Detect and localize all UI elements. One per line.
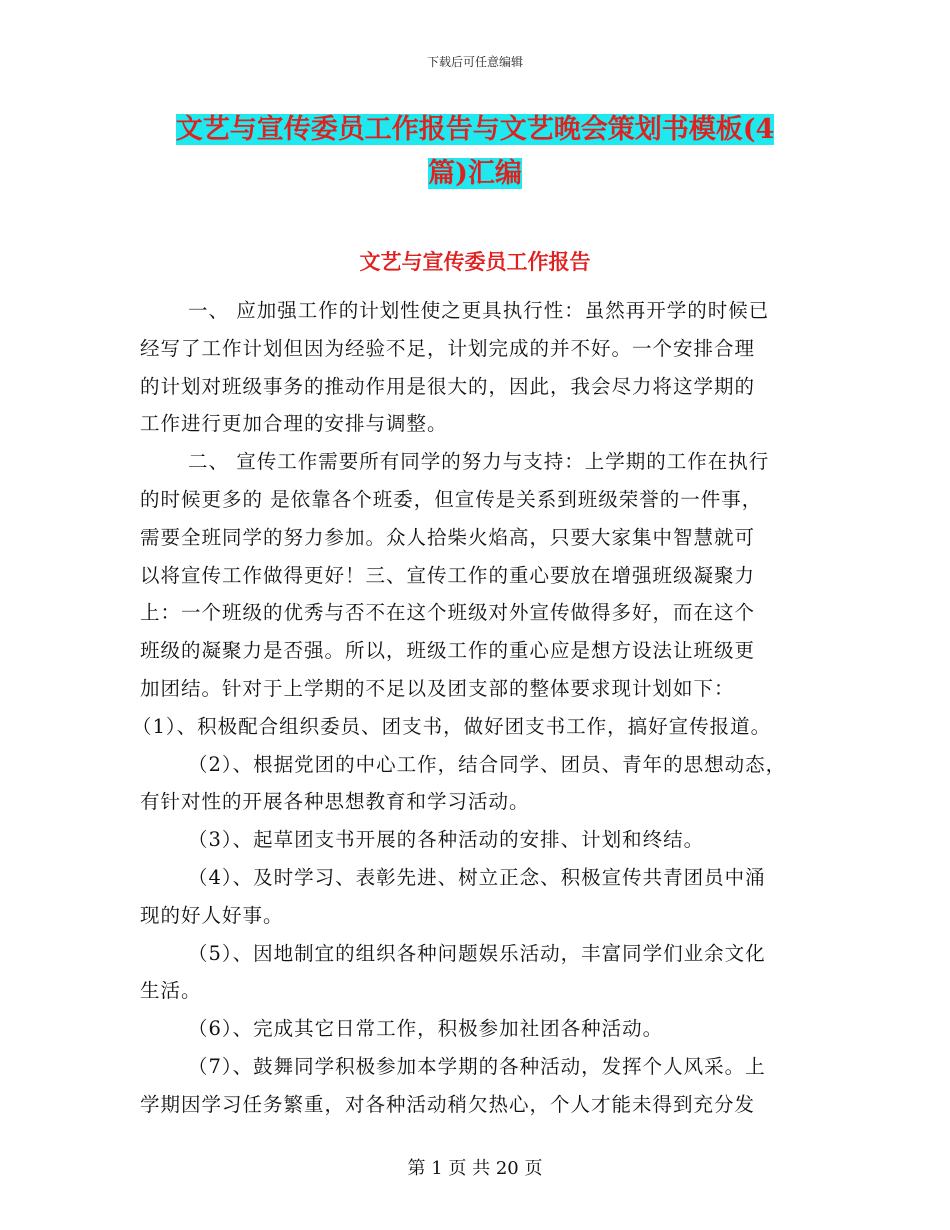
body-text: [132, 292, 830, 1124]
body-line: （5）、因地制宜的组织各种问题娱乐活动，丰富同学们业余文化: [188, 941, 766, 965]
body-line: （7）、鼓舞同学积极参加本学期的各种活动，发挥个人风采。上: [188, 1054, 766, 1078]
body-line: 一、 应加强工作的计划性使之更具执行性：虽然再开学的时候已: [188, 299, 770, 322]
body-line: （1）、积极配合组织委员、团支书，做好团支书工作，搞好宣传报道。: [132, 714, 772, 738]
header-note: 下载后可任意编辑: [426, 55, 523, 69]
body-line: 的时候更多的 是依靠各个班委，但宣传是关系到班级荣誉的一件事，: [140, 487, 763, 511]
body-line: 有针对性的开展各种思想教育和学习活动。: [140, 790, 530, 814]
body-line: 学期因学习任务繁重，对各种活动稍欠热心，个人才能未得到充分发: [140, 1092, 756, 1116]
body-line: 的计划对班级事务的推动作用是很大的，因此，我会尽力将这学期的: [140, 374, 756, 398]
body-line: 经写了工作计划但因为经验不足，计划完成的并不好。一个安排合理: [140, 336, 756, 360]
page-footer: 第 1 页 共 20 页: [407, 1158, 543, 1179]
body-line: （6）、完成其它日常工作，积极参加社团各种活动。: [188, 1017, 664, 1041]
document-title-line-1: 文艺与宣传委员工作报告与文艺晚会策划书模板(4: [175, 114, 775, 145]
document-title-line-2: 篇)汇编: [428, 158, 522, 189]
body-line: 生活。: [140, 979, 202, 1003]
body-line: 二、 宣传工作需要所有同学的努力与支持：上学期的工作在执行: [188, 450, 770, 474]
body-line: （3）、起草团支书开展的各种活动的安排、计划和终结。: [188, 828, 705, 852]
body-line: 上：一个班级的优秀与否不在这个班级对外宣传做得多好，而在这个: [140, 601, 756, 625]
body-line: 工作进行更加合理的安排与调整。: [140, 412, 448, 436]
body-line: （4）、及时学习、表彰先进、树立正念、积极宣传共青团员中涌: [188, 865, 766, 889]
section-title: 文艺与宣传委员工作报告: [359, 249, 591, 274]
body-line: 加团结。针对于上学期的不足以及团支部的整体要求现计划如下：: [140, 676, 735, 700]
body-line: 需要全班同学的努力参加。众人拾柴火焰高，只要大家集中智慧就可: [140, 525, 756, 549]
body-line: 班级的凝聚力是否强。所以，班级工作的重心应是想方设法让班级更: [140, 639, 756, 663]
body-line: （2）、根据党团的中心工作，结合同学、团员、青年的思想动态，: [188, 752, 787, 776]
body-line: 以将宣传工作做得更好！三、宣传工作的重心要放在增强班级凝聚力: [140, 563, 756, 587]
body-line: 现的好人好事。: [140, 903, 284, 927]
document-title: [150, 108, 800, 196]
